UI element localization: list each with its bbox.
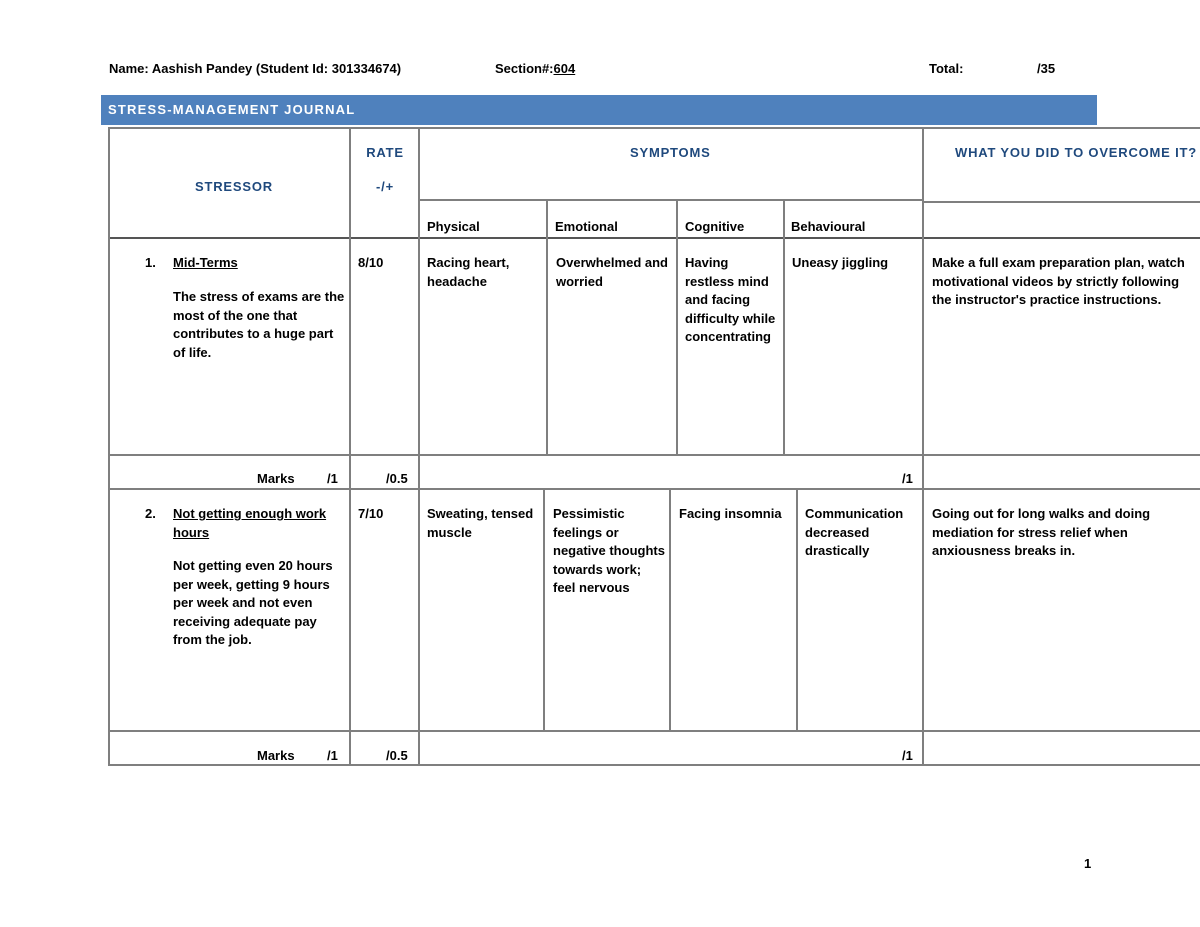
- marks-stressor: /1: [327, 471, 338, 486]
- marks-stressor: /1: [327, 748, 338, 763]
- overcome-divider: [923, 201, 1200, 203]
- behavioural-symptom: Communication decreased drastically: [805, 506, 904, 558]
- row2-bottom-rule: [108, 730, 1200, 732]
- col-emotional-right-r2: [669, 489, 671, 731]
- overcome-text: Make a full exam preparation plan, watch motivational videos by strictly following the instructor's practice instructions.: [932, 255, 1185, 307]
- student-name: Name: Aashish Pandey (Student Id: 301334674): [109, 61, 402, 76]
- col-physical-right-r1: [546, 200, 548, 455]
- col-cognitive-right-r2: [796, 489, 798, 731]
- stressor-header: STRESSOR: [195, 179, 273, 194]
- page-number: 1: [1084, 856, 1092, 871]
- symptoms-divider: [419, 199, 922, 201]
- overcome-text: Going out for long walks and doing mediation for stress relief when anxiousness breaks in.: [932, 506, 1151, 558]
- header-bottom-rule: [108, 237, 1200, 239]
- cognitive-symptom: Facing insomnia: [679, 506, 782, 521]
- row-number: 2.: [145, 506, 156, 521]
- physical-symptom: Racing heart, headache: [427, 255, 510, 289]
- cognitive-header: Cognitive: [685, 219, 745, 234]
- col-physical-right-r2: [543, 489, 545, 731]
- behavioural-symptom: Uneasy jiggling: [792, 255, 889, 270]
- emotional-header: Emotional: [555, 219, 618, 234]
- row1-bottom-rule: [108, 454, 1200, 456]
- col-cognitive-right-r1: [783, 200, 785, 455]
- stressor-title: Mid-Terms: [173, 255, 238, 270]
- marks-rate: /0.5: [386, 471, 408, 486]
- section-value: 604: [553, 61, 576, 76]
- section-field: [495, 61, 575, 76]
- rate-value: 8/10: [358, 255, 384, 270]
- col-emotional-right-r1: [676, 200, 678, 455]
- overcome-header: WHAT YOU DID TO OVERCOME IT?: [955, 145, 1197, 160]
- rate-value: 7/10: [358, 506, 384, 521]
- col-rate-right: [418, 127, 420, 766]
- physical-symptom: Sweating, tensed muscle: [427, 506, 534, 540]
- stressor-title: Not getting enough work hours: [173, 506, 327, 540]
- stressor-description: The stress of exams are the most of the one that contributes to a huge part of life.: [173, 289, 345, 360]
- marks-symptoms: /1: [902, 471, 913, 486]
- stressor-description: Not getting even 20 hours per week, getting 9 hours per week and not even receiving adequate pay from the job.: [173, 558, 333, 647]
- rate-header: RATE: [366, 145, 404, 160]
- marks-label: Marks: [257, 471, 295, 486]
- section-label: Section#:: [495, 61, 554, 76]
- behavioural-header: Behavioural: [791, 219, 866, 234]
- marks-symptoms: /1: [902, 748, 913, 763]
- rate-scale: -/+: [376, 179, 394, 194]
- col-symptoms-right: [922, 127, 924, 766]
- col-stressor-right: [349, 127, 351, 766]
- journal-title-banner: STRESS-MANAGEMENT JOURNAL: [101, 95, 1097, 125]
- row-number: 1.: [145, 255, 156, 270]
- physical-header: Physical: [427, 219, 480, 234]
- table-border-left: [108, 127, 110, 766]
- total-label: Total:: [929, 61, 964, 76]
- emotional-symptom: Overwhelmed and worried: [556, 255, 668, 289]
- emotional-symptom: Pessimistic feelings or negative thoughts towards work; feel nervous: [553, 506, 665, 595]
- table-border-top: [108, 127, 1200, 129]
- symptoms-header: SYMPTOMS: [630, 145, 711, 160]
- marks-rate: /0.5: [386, 748, 408, 763]
- cognitive-symptom: Having restless mind and facing difficulty while concentrating: [685, 255, 776, 344]
- marks-label: Marks: [257, 748, 295, 763]
- total-value: /35: [1037, 61, 1056, 76]
